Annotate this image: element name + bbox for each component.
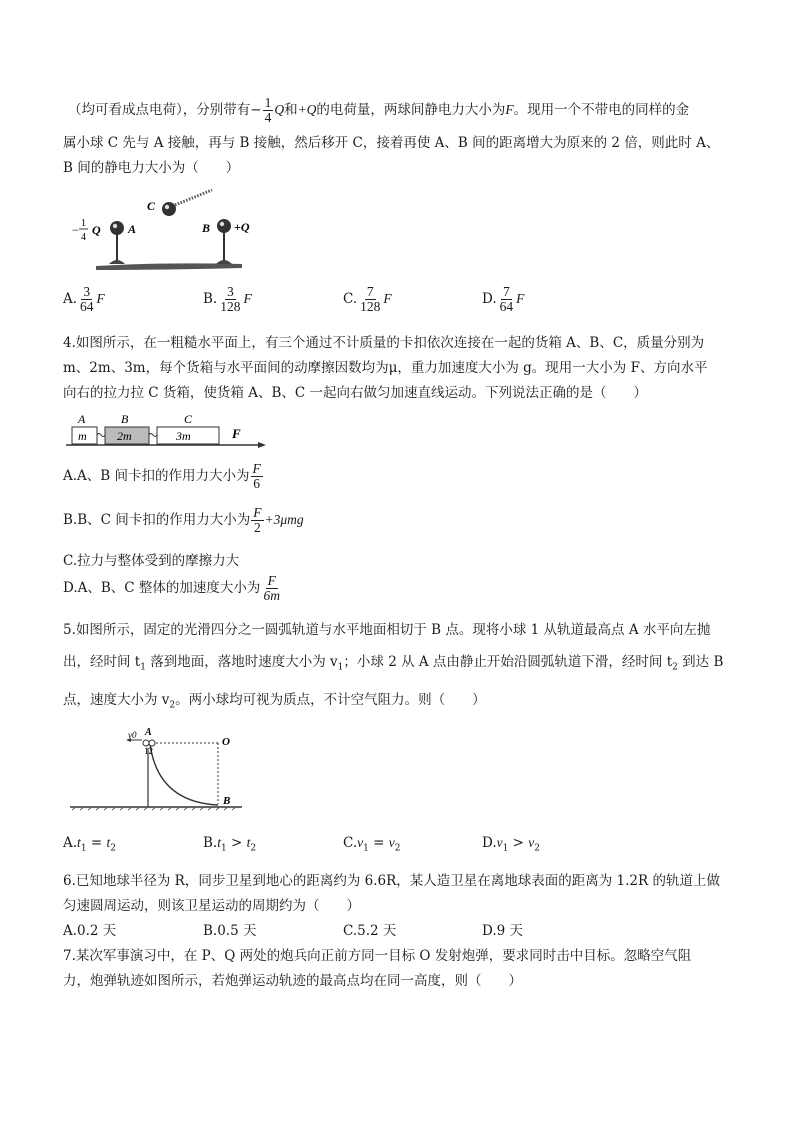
q5-option-b-key: B. <box>203 835 218 851</box>
q3-label-qa-sign: − <box>72 223 79 237</box>
q5-label-12: 12 <box>144 746 153 756</box>
q3-option-b-var: F <box>243 291 252 307</box>
q3-ball-c-highlight <box>165 205 169 209</box>
q3-charge-a-den: 4 <box>264 110 272 126</box>
q3-text-end: 。现用一个不带电的同样的金 <box>513 102 690 119</box>
q3-option-c-var: F <box>383 291 392 307</box>
q4-label-a: A <box>78 412 86 426</box>
q5-text-a: 出，经时间 t <box>63 654 141 670</box>
q3-charge-b: +Q <box>297 102 317 118</box>
q4-option-a-text: A.A、B 间卡扣的作用力大小为 <box>63 468 250 485</box>
q5-option-a[interactable] <box>63 835 116 854</box>
q3-options <box>63 285 743 325</box>
q5-option-b-lhs: t <box>217 835 221 850</box>
q3-ball-b <box>217 219 231 233</box>
q5-option-d[interactable] <box>482 835 540 854</box>
q3-option-d-var: F <box>516 291 525 307</box>
q6-option-b[interactable]: B.0.5 天 <box>203 923 257 939</box>
q4-option-a-den: 6 <box>253 476 261 492</box>
q4-line3: 向右的拉力拉 C 货箱，使货箱 A、B、C 一起向右做匀加速直线运动。下列说法正确的是（ ） <box>63 385 647 401</box>
q3-ball-a <box>110 221 124 235</box>
q5-option-d-lsub: 1 <box>502 843 509 854</box>
q3-option-c[interactable] <box>343 285 392 314</box>
q5-option-a-key: A. <box>63 835 78 851</box>
q7-line1: 7.某次军事演习中，在 P、Q 两处的炮兵向正前方同一目标 O 发射炮弹，要求同时击中目标。忽略空气阻 <box>63 948 692 964</box>
q3-ball-a-highlight <box>113 224 117 228</box>
q5-option-a-rhs: t <box>106 835 111 850</box>
q5-option-b-lsub: 1 <box>220 843 227 854</box>
q5-text-b: 落到地面，落地时速度大小为 v <box>145 654 338 670</box>
q4-option-a-num: F <box>252 461 261 476</box>
q4-coupler-bc <box>149 434 157 437</box>
q3-option-b-frac <box>218 285 242 314</box>
q5-text-c: ；小球 2 从 A 点由静止开始沿圆弧轨道下滑，经时间 t <box>343 654 673 670</box>
q4-option-a[interactable] <box>63 462 264 491</box>
q4-option-d[interactable] <box>63 574 283 603</box>
q5-option-a-op: = <box>86 835 107 851</box>
q5-option-c[interactable] <box>343 835 401 854</box>
q4-label-3m: 3m <box>176 429 191 443</box>
q3-ball-c <box>162 202 176 216</box>
q4-line1: 4.如图所示，在一粗糙水平面上，有三个通过不计质量的卡扣依次连接在一起的货箱 A、B、C，质量分别为 <box>63 335 705 351</box>
q5-sub-v1: 1 <box>337 662 344 673</box>
q3-label-qa-den: 4 <box>81 232 86 243</box>
q3-force-symbol: F <box>505 102 514 118</box>
q4-label-m: m <box>78 429 87 443</box>
q6-option-d[interactable]: D.9 天 <box>482 923 524 939</box>
q5-sub-t1: 1 <box>140 662 146 673</box>
q5-option-a-lhs: t <box>77 835 81 850</box>
q3-ball-b-highlight <box>220 222 224 226</box>
q4-label-b: B <box>121 412 129 426</box>
q3-ground <box>96 263 242 270</box>
q5-option-a-lsub: 1 <box>80 843 87 854</box>
q3-option-a-frac <box>78 285 96 314</box>
q5-line1: 5.如图所示，固定的光滑四分之一圆弧轨道与水平地面相切于 B 点。现将小球 1 从轨道最高点 A 水平向左抛 <box>63 622 711 638</box>
q3-option-a-key: A. <box>63 291 78 308</box>
q4-option-b-text: B.B、C 间卡扣的作用力大小为 <box>63 512 251 529</box>
q3-text: （均可看成点电荷），分别带有 <box>68 102 251 119</box>
q5-option-d-rhs: v <box>528 835 535 850</box>
q4-label-f: F <box>232 426 241 441</box>
q3-label-qa-sym: Q <box>92 223 101 237</box>
q3-option-c-den: 128 <box>360 299 381 315</box>
q3-label-a: A <box>128 222 137 236</box>
q5-option-b-rhs: t <box>246 835 251 850</box>
q4-option-b[interactable] <box>63 506 304 535</box>
q3-base-a <box>109 260 125 264</box>
q3-option-b-num: 3 <box>226 284 234 299</box>
q4-option-d-den: 6m <box>263 588 280 604</box>
q5-option-d-lhs: v <box>496 835 503 850</box>
q3-option-b-key: B. <box>203 291 218 308</box>
q3-option-d-num: 7 <box>503 284 510 299</box>
q5-option-b[interactable] <box>203 835 256 854</box>
q3-line3: B 间的静电力大小为（ ） <box>63 160 240 176</box>
q3-option-c-frac <box>358 285 382 314</box>
q5-option-a-rsub: 2 <box>110 843 116 854</box>
q5-label-v0: v0 <box>128 730 137 740</box>
q4-figure <box>62 406 272 452</box>
q5-option-d-rsub: 2 <box>534 843 541 854</box>
q5-options <box>63 835 743 855</box>
q5-option-c-rsub: 2 <box>394 843 401 854</box>
q5-sub-t2: 2 <box>672 662 678 673</box>
q3-line1 <box>68 96 689 125</box>
q6-options <box>63 919 743 939</box>
q5-label-a: A <box>145 727 152 738</box>
q3-option-c-num: 7 <box>366 284 374 299</box>
q5-option-c-rhs: v <box>388 835 395 850</box>
q4-option-b-den: 2 <box>254 520 261 536</box>
q5-option-c-lhs: v <box>357 835 364 850</box>
q5-option-b-op: > <box>226 835 247 851</box>
q3-option-d-frac <box>498 285 516 314</box>
q6-option-c[interactable]: C.5.2 天 <box>343 923 397 939</box>
q3-label-b: B <box>202 221 211 235</box>
q4-label-c: C <box>184 412 193 426</box>
q3-figure <box>62 186 262 278</box>
q3-option-b-den: 128 <box>220 299 241 315</box>
q4-line2: m、2m、3m，每个货箱与水平面间的动摩擦因数均为μ，重力加速度大小为 g。现用一大小为 F、方向水平 <box>63 360 708 376</box>
q5-label-b: B <box>223 795 231 807</box>
q3-charge-a-frac <box>263 96 274 125</box>
q5-line3 <box>63 688 486 711</box>
q4-option-d-num: F <box>267 573 276 588</box>
q3-charge-a-sym: Q <box>274 102 285 118</box>
q3-label-qa-num: 1 <box>81 218 86 229</box>
q5-text-e: 点，速度大小为 v <box>63 692 170 708</box>
q4-option-a-frac <box>251 462 263 491</box>
q4-option-d-frac <box>261 574 282 603</box>
q5-text-d: 到达 B <box>677 654 724 670</box>
q5-option-c-lsub: 1 <box>363 843 369 854</box>
q3-option-a-den: 64 <box>80 299 94 315</box>
q4-label-2m: 2m <box>117 429 132 443</box>
q4-coupler-ab <box>97 434 105 437</box>
q3-line2: 属小球 C 先与 A 接触，再与 B 接触，然后移开 C，接着再使 A、B 间的距离增大为原来的 2 倍，则此时 A、 <box>63 135 720 151</box>
q3-option-c-key: C. <box>343 291 358 308</box>
q5-figure <box>66 726 246 814</box>
q3-text-and: 和 <box>284 102 298 119</box>
q3-option-a-var: F <box>96 291 105 307</box>
q5-sub-v2: 2 <box>169 700 176 711</box>
q3-option-a[interactable] <box>63 285 105 314</box>
q4-option-c[interactable]: C.拉力与整体受到的摩擦力大 <box>63 553 240 569</box>
q3-label-c: C <box>147 199 156 213</box>
q7-line2: 力，炮弹轨迹如图所示，若炮弹运动轨迹的最高点均在同一高度，则（ ） <box>63 973 522 989</box>
q5-text-f: 。两小球均可视为质点，不计空气阻力。则（ ） <box>175 692 486 708</box>
q4-option-b-frac <box>251 506 263 535</box>
q5-option-b-rsub: 2 <box>250 843 257 854</box>
q4-option-b-num: F <box>253 505 262 520</box>
q5-option-c-op: = <box>368 835 389 851</box>
q3-charge-a-sign: − <box>250 102 262 119</box>
q3-option-b[interactable] <box>203 285 252 314</box>
q5-label-o: O <box>222 736 230 748</box>
q3-option-d-den: 64 <box>499 299 514 315</box>
q3-rod-c <box>175 190 212 205</box>
q6-option-a[interactable]: A.0.2 天 <box>63 923 117 939</box>
q3-charge-a-num: 1 <box>264 95 272 110</box>
q3-option-d-key: D. <box>482 291 497 308</box>
q3-option-d[interactable] <box>482 285 524 314</box>
q6-line2: 匀速圆周运动，则该卫星运动的周期约为（ ） <box>63 898 360 914</box>
q3-label-qb: +Q <box>234 220 250 234</box>
q5-line2 <box>63 650 723 673</box>
q5-option-d-op: > <box>508 835 529 851</box>
q3-option-a-num: 3 <box>83 284 91 299</box>
q4-force-arrowhead <box>258 442 266 448</box>
q5-option-c-key: C. <box>343 835 358 851</box>
q6-line1: 6.已知地球半径为 R，同步卫星到地心的距离约为 6.6R，某人造卫星在离地球表面的距离为 1.2R 的轨道上做 <box>63 873 720 889</box>
q5-option-d-key: D. <box>482 835 497 851</box>
q3-base-b <box>216 260 232 264</box>
q4-option-d-text: D.A、B、C 整体的加速度大小为 <box>63 580 261 597</box>
q4-option-b-post: +3μmg <box>264 512 304 528</box>
q5-arc-track <box>150 744 218 805</box>
q3-text-post: 的电荷量，两球间静电力大小为 <box>316 102 506 119</box>
